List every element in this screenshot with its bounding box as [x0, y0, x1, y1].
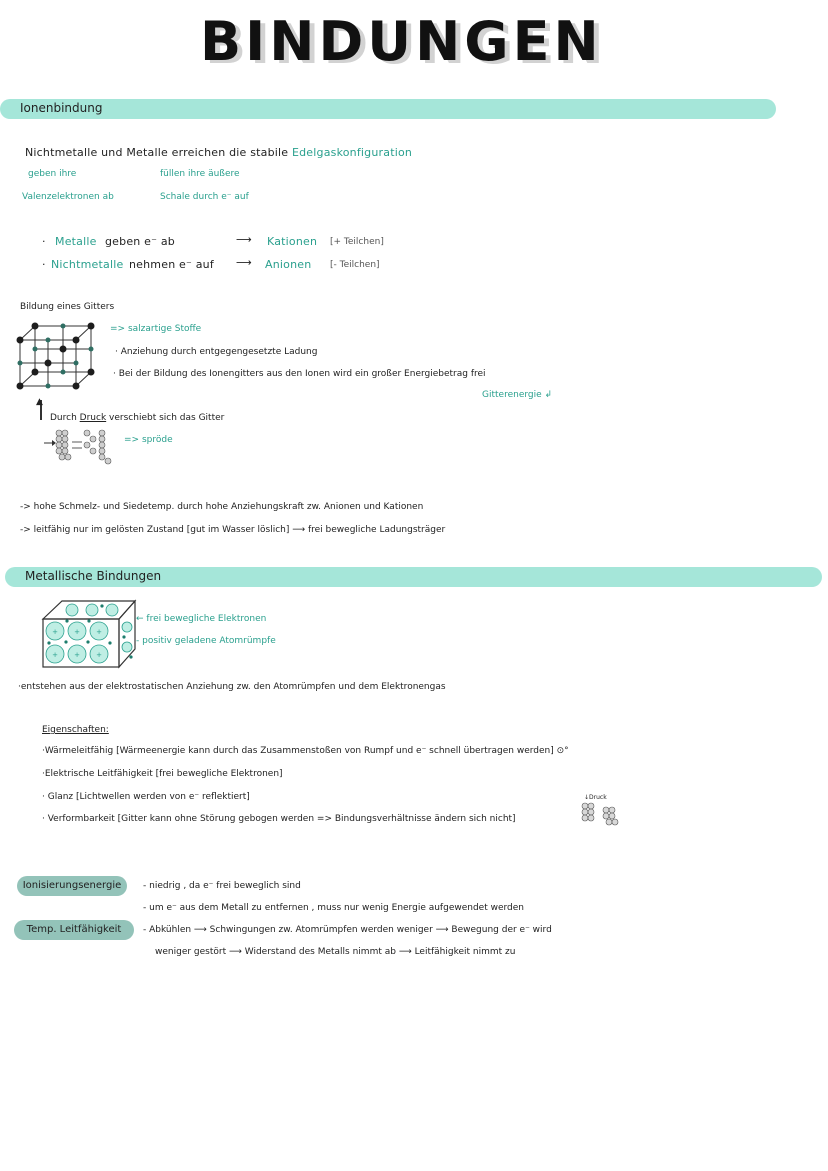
nonmetals-result: Anionen [265, 258, 312, 271]
note-give-2: Valenzelektronen ab [22, 192, 114, 202]
attraction-line: · Anziehung durch entgegengesetzte Ladung [115, 347, 318, 357]
property-heat: ·Wärmeleitfähig [Wärmeenergie kann durch das Zusammenstoßen von Rumpf und e⁻ schnell übertragen werden] ⊙° [42, 746, 569, 756]
section-title: Ionenbindung [20, 101, 103, 115]
metals-bracket: [+ Teilchen] [330, 237, 384, 247]
label-ionization-energy: Ionisierungsenergie [17, 876, 127, 896]
svg-text:+: + [74, 628, 80, 636]
note-fill-1: füllen ihre äußere [160, 169, 240, 179]
temp-line-2: weniger gestört ⟶ Widerstand des Metalls nimmt ab ⟶ Leitfähigkeit nimmt zu [155, 947, 516, 957]
metal-bond-description: ·entstehen aus der elektrostatischen Anziehung zw. den Atomrümpfen und dem Elektronengas [18, 682, 446, 692]
pressure-line [50, 413, 224, 423]
svg-text:+: + [96, 651, 102, 659]
svg-text:+: + [74, 651, 80, 659]
note-give-1: geben ihre [28, 169, 77, 179]
nonmetals-arrow: ⟶ [236, 256, 252, 269]
bullet-metals: · [42, 235, 46, 248]
note-fill-2: Schale durch e⁻ auf [160, 192, 249, 202]
metals-arrow: ⟶ [236, 233, 252, 246]
property-electric: ·Elektrische Leitfähigkeit [frei bewegliche Elektronen] [42, 769, 283, 779]
nonmetals-action: nehmen e⁻ auf [129, 258, 214, 271]
pressure-pre: Durch [50, 413, 77, 423]
pressure-arrow-head: ▲ [36, 397, 43, 407]
temp-line-1: - Abkühlen ⟶ Schwingungen zw. Atomrümpfen werden weniger ⟶ Bewegung der e⁻ wird [143, 925, 552, 935]
druck-mini-text: Druck [589, 794, 607, 801]
ion-line-2: - um e⁻ aus dem Metall zu entfernen , muss nur wenig Energie aufgewendet werden [143, 903, 524, 913]
energy-line: · Bei der Bildung des Ionengitters aus den Ionen wird ein großer Energiebetrag frei [113, 369, 486, 379]
ion-line-1: - niedrig , da e⁻ frei beweglich sind [143, 881, 301, 891]
pressure-post: verschiebt sich das Gitter [109, 413, 225, 423]
svg-text:+: + [96, 628, 102, 636]
lattice-energy-note: Gitterenergie ↲ [482, 390, 553, 400]
edelgas-highlight: Edelgaskonfiguration [291, 146, 413, 159]
ion-lattice-drawing [15, 320, 97, 392]
label-temp-conductivity: Temp. Leitfähigkeit [14, 920, 134, 940]
shifted-lattice-drawing [42, 428, 114, 466]
metal-lattice-drawing [40, 597, 140, 671]
svg-text:+: + [52, 651, 58, 659]
property-shine: · Glanz [Lichtwellen werden von e⁻ reflektiert] [42, 792, 250, 802]
metals-label: Metalle [55, 235, 97, 248]
section-title: Metallische Bindungen [25, 569, 162, 583]
bullet-nonmetals: · [42, 258, 46, 271]
label-free-electrons: ← frei bewegliche Elektronen [136, 614, 267, 624]
label-atom-cores: - positiv geladene Atomrümpfe [136, 636, 276, 646]
svg-text:+: + [52, 628, 58, 636]
druck-mini-label: ↓Druck [584, 794, 607, 801]
nonmetals-label: Nichtmetalle [51, 258, 124, 271]
intro-text: Nichtmetalle und Metalle erreichen die stabile [25, 146, 289, 159]
metals-action: geben e⁻ ab [105, 235, 175, 248]
label-free-electrons-text: frei bewegliche Elektronen [146, 614, 267, 624]
deformation-drawing [580, 802, 620, 826]
fact-conductivity: -> leitfähig nur im gelösten Zustand [gut im Wasser löslich] ⟶ frei bewegliche Ladungsträger [20, 525, 446, 535]
fact-melting-point: -> hohe Schmelz- und Siedetemp. durch hohe Anziehungskraft zw. Anionen und Kationen [20, 502, 424, 512]
page-title: BINDUNGEN [200, 10, 603, 73]
metals-result: Kationen [267, 235, 318, 248]
section-header-metallische-bindungen [5, 567, 822, 587]
salt-like-substances: => salzartige Stoffe [110, 324, 202, 334]
section-header-ionenbindung [0, 99, 776, 119]
intro-line [25, 146, 412, 159]
property-deformability: · Verformbarkeit [Gitter kann ohne Störung gebogen werden => Bindungsverhältnisse ändern sich nicht] [42, 814, 516, 824]
label-atom-cores-text: positiv geladene Atomrümpfe [142, 636, 276, 646]
nonmetals-bracket: [- Teilchen] [330, 260, 380, 270]
lattice-heading: Bildung eines Gitters [20, 302, 115, 312]
pressure-word: Druck [79, 413, 107, 423]
brittle-result: => spröde [124, 435, 173, 445]
properties-heading: Eigenschaften: [42, 725, 109, 735]
